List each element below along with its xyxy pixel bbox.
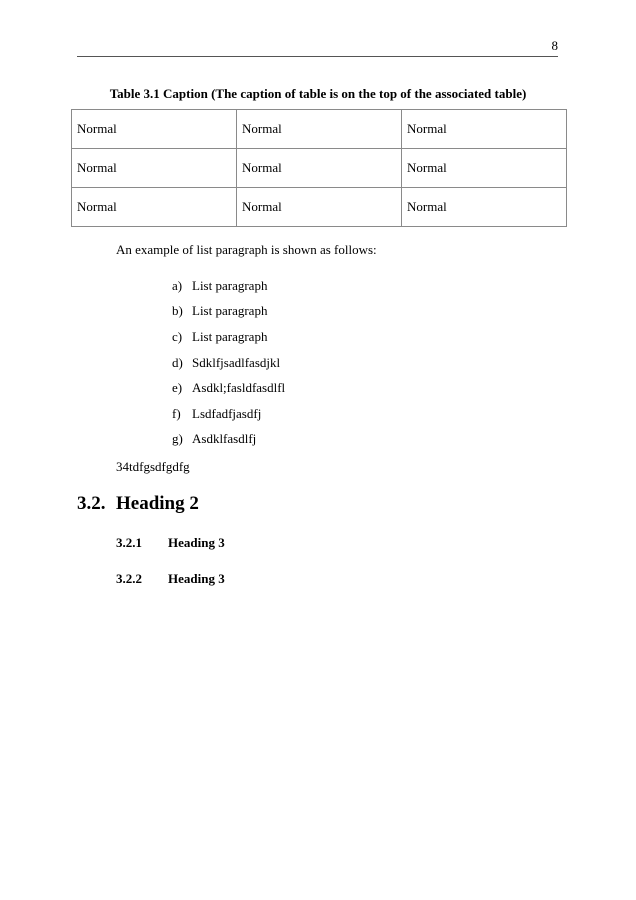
table-cell: Normal [237,188,402,227]
heading-3 [116,535,225,551]
list-marker: d) [172,354,183,370]
header-rule [77,56,558,57]
table-row [72,110,567,149]
heading-number: 3.2.1 [116,535,142,550]
table-cell: Normal [72,149,237,188]
heading-number: 3.2. [77,493,106,514]
list-marker: e) [172,380,183,396]
heading-title: Heading 3 [168,571,225,586]
ordered-list [172,273,285,452]
heading-title: Heading 3 [168,535,225,550]
list-text: Lsdfadfjasdfj [192,405,262,421]
table-row [72,188,567,227]
list-item [172,273,285,299]
list-marker: a) [172,277,183,293]
heading-number: 3.2.2 [116,571,142,586]
heading-2 [77,493,199,515]
table-cell: Normal [72,188,237,227]
page-number: 8 [551,38,558,53]
heading-3 [116,571,225,587]
data-table [71,109,567,227]
table-row [72,149,567,188]
list-marker: b) [172,303,183,319]
list-item [172,350,285,376]
list-item [172,324,285,350]
table-cell: Normal [402,149,567,188]
list-item [172,375,285,401]
list-text: Sdklfjsadlfasdjkl [192,354,281,370]
list-marker: f) [172,405,181,421]
list-text: List paragraph [192,277,268,293]
list-item [172,299,285,325]
table-cell: Normal [237,110,402,149]
list-text: List paragraph [192,303,268,319]
heading-title: Heading 2 [116,493,199,514]
list-text: List paragraph [192,328,268,344]
list-item [172,427,285,453]
intro-paragraph: An example of list paragraph is shown as follows: [116,242,377,257]
list-item [172,401,285,427]
table-cell: Normal [402,110,567,149]
table-caption: Table 3.1 Caption (The caption of table is on the top of the associated table) [109,86,527,101]
table-cell: Normal [72,110,237,149]
table-cell: Normal [402,188,567,227]
list-marker: g) [172,431,183,447]
table-cell: Normal [237,149,402,188]
list-marker: c) [172,328,183,344]
body-paragraph: 34tdfgsdfgdfg [116,459,190,474]
list-text: Asdkl;fasldfasdlfl [192,380,286,396]
list-text: Asdklfasdlfj [192,431,257,447]
